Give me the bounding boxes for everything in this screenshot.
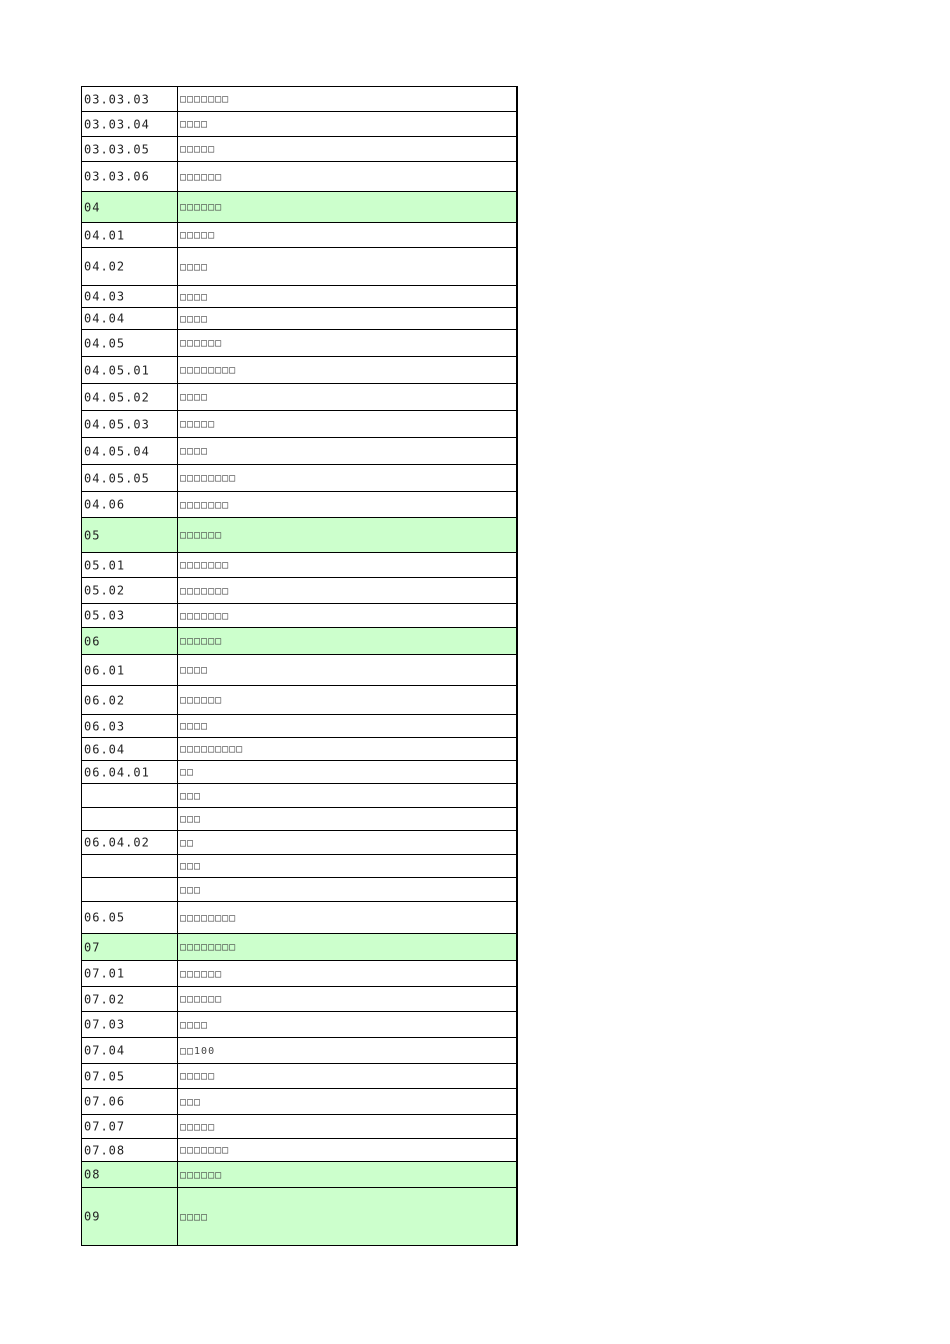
section-row xyxy=(82,192,518,223)
name-cell[interactable] xyxy=(178,438,518,465)
code-cell[interactable] xyxy=(82,686,178,715)
name-cell[interactable] xyxy=(178,518,518,553)
code-text: 07.03 xyxy=(84,1017,126,1032)
section-row xyxy=(82,518,518,553)
spreadsheet-table xyxy=(81,86,518,1246)
spreadsheet-body xyxy=(82,87,518,1246)
name-cell[interactable] xyxy=(178,330,518,357)
code-cell[interactable] xyxy=(82,87,178,112)
name-text: □□ xyxy=(180,767,195,778)
code-cell[interactable] xyxy=(82,1064,178,1089)
name-cell[interactable] xyxy=(178,1012,518,1038)
name-text: □□□□ xyxy=(180,392,209,403)
code-cell[interactable] xyxy=(82,112,178,137)
name-text: □□□□□□□ xyxy=(180,610,230,622)
code-text: 04.06 xyxy=(84,497,126,512)
code-text: 07.04 xyxy=(84,1043,126,1058)
name-text: □□□□□□□□ xyxy=(180,365,237,376)
code-text: 03.03.06 xyxy=(84,169,150,184)
name-text: □□□□□ xyxy=(180,144,216,155)
name-text: □□□□□□ xyxy=(180,1169,223,1181)
name-cell[interactable] xyxy=(178,784,518,808)
code-cell[interactable] xyxy=(82,1012,178,1038)
code-cell[interactable] xyxy=(82,1038,178,1064)
name-text: □□□□ xyxy=(180,119,209,130)
name-cell[interactable] xyxy=(178,902,518,934)
table-row xyxy=(82,784,518,808)
table-row xyxy=(82,1038,518,1064)
name-text: □□□□□□ xyxy=(180,695,223,706)
code-text: 04.03 xyxy=(84,289,126,304)
name-cell[interactable] xyxy=(178,411,518,438)
code-cell[interactable] xyxy=(82,855,178,878)
table-row xyxy=(82,162,518,192)
table-row xyxy=(82,1012,518,1038)
code-cell[interactable] xyxy=(82,286,178,308)
name-text: □□□ xyxy=(180,790,202,802)
table-row xyxy=(82,1089,518,1115)
code-cell[interactable] xyxy=(82,578,178,604)
name-text: □□□□□□ xyxy=(180,968,223,980)
code-text: 07.01 xyxy=(84,966,126,981)
code-cell[interactable] xyxy=(82,518,178,553)
name-text: □□□□□□□□ xyxy=(180,942,237,953)
name-text: □□□□□□ xyxy=(180,994,223,1005)
code-cell[interactable] xyxy=(82,934,178,961)
name-text: □□ xyxy=(180,837,195,849)
table-row xyxy=(82,578,518,604)
name-cell[interactable] xyxy=(178,604,518,628)
name-text: □□□ xyxy=(180,814,202,825)
name-text: □□□□□□□ xyxy=(180,499,230,511)
name-cell[interactable] xyxy=(178,761,518,784)
code-cell[interactable] xyxy=(82,808,178,831)
name-text: □□□□□ xyxy=(180,1121,216,1133)
name-cell[interactable] xyxy=(178,1064,518,1089)
code-text: 07.06 xyxy=(84,1094,126,1109)
name-cell[interactable] xyxy=(178,1139,518,1162)
name-cell[interactable] xyxy=(178,715,518,738)
table-row xyxy=(82,87,518,112)
table-row xyxy=(82,1115,518,1139)
code-cell[interactable] xyxy=(82,162,178,192)
code-text: 04.02 xyxy=(84,259,126,274)
table-row xyxy=(82,987,518,1012)
name-text: □□□□□ xyxy=(180,1071,216,1082)
code-cell[interactable] xyxy=(82,248,178,286)
name-cell[interactable] xyxy=(178,1089,518,1115)
name-cell[interactable] xyxy=(178,855,518,878)
code-text: 04.04 xyxy=(84,311,126,326)
name-text: □□□□□□ xyxy=(180,171,223,183)
name-cell[interactable] xyxy=(178,961,518,987)
table-row xyxy=(82,137,518,162)
code-cell[interactable] xyxy=(82,411,178,438)
code-text: 04.05.01 xyxy=(84,363,150,378)
name-cell[interactable] xyxy=(178,934,518,961)
code-cell[interactable] xyxy=(82,961,178,987)
name-cell[interactable] xyxy=(178,1162,518,1188)
name-cell[interactable] xyxy=(178,738,518,761)
code-text: 04.05 xyxy=(84,336,126,351)
name-cell[interactable] xyxy=(178,137,518,162)
name-text: □□□ xyxy=(180,884,202,896)
code-text: 06 xyxy=(84,634,101,649)
code-text: 06.03 xyxy=(84,719,126,734)
code-cell[interactable] xyxy=(82,137,178,162)
name-cell[interactable] xyxy=(178,492,518,518)
table-row xyxy=(82,655,518,686)
name-text: □□□□□□□□ xyxy=(180,473,237,484)
table-row xyxy=(82,384,518,411)
name-cell[interactable] xyxy=(178,87,518,112)
name-cell[interactable] xyxy=(178,987,518,1012)
table-row xyxy=(82,808,518,831)
code-cell[interactable] xyxy=(82,831,178,855)
code-cell[interactable] xyxy=(82,628,178,655)
name-cell[interactable] xyxy=(178,192,518,223)
name-cell[interactable] xyxy=(178,808,518,831)
name-text: □□□□ xyxy=(180,291,209,303)
name-text: □□□□□ xyxy=(180,230,216,241)
code-cell[interactable] xyxy=(82,738,178,761)
name-text: □□□□□□□ xyxy=(180,94,230,105)
table-row xyxy=(82,855,518,878)
name-text: □□□□□□□ xyxy=(180,560,230,571)
table-row xyxy=(82,308,518,330)
table-row xyxy=(82,330,518,357)
name-text: □□□□ xyxy=(180,1019,209,1031)
table-row xyxy=(82,286,518,308)
name-cell[interactable] xyxy=(178,286,518,308)
table-row xyxy=(82,715,518,738)
code-cell[interactable] xyxy=(82,761,178,784)
name-text: □□□□□□ xyxy=(180,338,223,349)
code-cell[interactable] xyxy=(82,715,178,738)
name-cell[interactable] xyxy=(178,628,518,655)
name-cell[interactable] xyxy=(178,878,518,902)
name-text: □□□□□□□ xyxy=(180,585,230,597)
name-cell[interactable] xyxy=(178,248,518,286)
code-cell[interactable] xyxy=(82,902,178,934)
name-cell[interactable] xyxy=(178,465,518,492)
code-text: 06.02 xyxy=(84,693,126,708)
code-cell[interactable] xyxy=(82,308,178,330)
name-cell[interactable] xyxy=(178,1188,518,1246)
name-cell[interactable] xyxy=(178,1038,518,1064)
code-text: 07.02 xyxy=(84,992,126,1007)
name-cell[interactable] xyxy=(178,578,518,604)
code-cell[interactable] xyxy=(82,465,178,492)
name-cell[interactable] xyxy=(178,112,518,137)
code-text: 04.05.02 xyxy=(84,390,150,405)
table-row xyxy=(82,902,518,934)
section-row xyxy=(82,628,518,655)
code-text: 03.03.03 xyxy=(84,92,150,107)
code-cell[interactable] xyxy=(82,330,178,357)
code-text: 04.05.03 xyxy=(84,417,150,432)
code-cell[interactable] xyxy=(82,553,178,578)
section-row xyxy=(82,1162,518,1188)
name-text: □□100 xyxy=(180,1045,216,1057)
name-cell[interactable] xyxy=(178,686,518,715)
table-row xyxy=(82,831,518,855)
name-text: □□□□ xyxy=(180,721,209,732)
code-text: 07.08 xyxy=(84,1143,126,1158)
table-row xyxy=(82,878,518,902)
code-text: 04.05.04 xyxy=(84,444,150,459)
code-cell[interactable] xyxy=(82,492,178,518)
code-text: 07.07 xyxy=(84,1119,126,1134)
table-row xyxy=(82,761,518,784)
code-cell[interactable] xyxy=(82,384,178,411)
name-text: □□□□□□ xyxy=(180,202,223,213)
table-row xyxy=(82,465,518,492)
code-cell[interactable] xyxy=(82,655,178,686)
name-text: □□□□□ xyxy=(180,419,216,430)
table-row xyxy=(82,1064,518,1089)
code-text: 06.05 xyxy=(84,910,126,925)
table-row xyxy=(82,112,518,137)
name-cell[interactable] xyxy=(178,553,518,578)
code-text: 04.01 xyxy=(84,228,126,243)
name-cell[interactable] xyxy=(178,1115,518,1139)
code-text: 05.03 xyxy=(84,608,126,623)
name-text: □□□□ xyxy=(180,446,209,457)
code-cell[interactable] xyxy=(82,784,178,808)
name-cell[interactable] xyxy=(178,831,518,855)
name-cell[interactable] xyxy=(178,162,518,192)
code-text: 04 xyxy=(84,200,101,215)
code-text: 05.02 xyxy=(84,583,126,598)
code-text: 07.05 xyxy=(84,1069,126,1084)
name-text: □□□□ xyxy=(180,665,209,676)
code-cell[interactable] xyxy=(82,192,178,223)
code-cell[interactable] xyxy=(82,604,178,628)
code-cell[interactable] xyxy=(82,1115,178,1139)
code-text: 07 xyxy=(84,940,101,955)
code-cell[interactable] xyxy=(82,223,178,248)
section-row xyxy=(82,934,518,961)
name-text: □□□□□□ xyxy=(180,530,223,541)
code-text: 05 xyxy=(84,528,101,543)
table-row xyxy=(82,738,518,761)
name-cell[interactable] xyxy=(178,384,518,411)
name-text: □□□□□□□□ xyxy=(180,912,237,924)
name-text: □□□ xyxy=(180,861,202,872)
table-row xyxy=(82,248,518,286)
code-text: 06.04.01 xyxy=(84,765,150,780)
code-text: 04.05.05 xyxy=(84,471,150,486)
code-text: 08 xyxy=(84,1167,101,1182)
table-row xyxy=(82,1139,518,1162)
code-text: 03.03.04 xyxy=(84,117,150,132)
name-cell[interactable] xyxy=(178,308,518,330)
name-text: □□□□ xyxy=(180,313,209,325)
code-cell[interactable] xyxy=(82,357,178,384)
table-row xyxy=(82,438,518,465)
name-text: □□□□ xyxy=(180,1211,209,1223)
code-cell[interactable] xyxy=(82,1188,178,1246)
code-text: 06.04.02 xyxy=(84,835,150,850)
code-text: 05.01 xyxy=(84,558,126,573)
table-row xyxy=(82,604,518,628)
code-cell[interactable] xyxy=(82,1162,178,1188)
code-cell[interactable] xyxy=(82,1089,178,1115)
table-row xyxy=(82,553,518,578)
name-cell[interactable] xyxy=(178,357,518,384)
name-text: □□□□ xyxy=(180,261,209,273)
code-text: 03.03.05 xyxy=(84,142,150,157)
code-text: 06.01 xyxy=(84,663,126,678)
code-text: 09 xyxy=(84,1209,101,1224)
code-cell[interactable] xyxy=(82,1139,178,1162)
table-row xyxy=(82,961,518,987)
name-cell[interactable] xyxy=(178,655,518,686)
code-cell[interactable] xyxy=(82,878,178,902)
code-cell[interactable] xyxy=(82,438,178,465)
table-row xyxy=(82,223,518,248)
table-row xyxy=(82,686,518,715)
name-cell[interactable] xyxy=(178,223,518,248)
table-row xyxy=(82,492,518,518)
section-row xyxy=(82,1188,518,1246)
name-text: □□□□□□□ xyxy=(180,1145,230,1156)
name-text: □□□□□□ xyxy=(180,636,223,647)
table-row xyxy=(82,357,518,384)
name-text: □□□□□□□□□ xyxy=(180,744,244,755)
name-text: □□□ xyxy=(180,1096,202,1108)
table-row xyxy=(82,411,518,438)
code-cell[interactable] xyxy=(82,987,178,1012)
code-text: 06.04 xyxy=(84,742,126,757)
